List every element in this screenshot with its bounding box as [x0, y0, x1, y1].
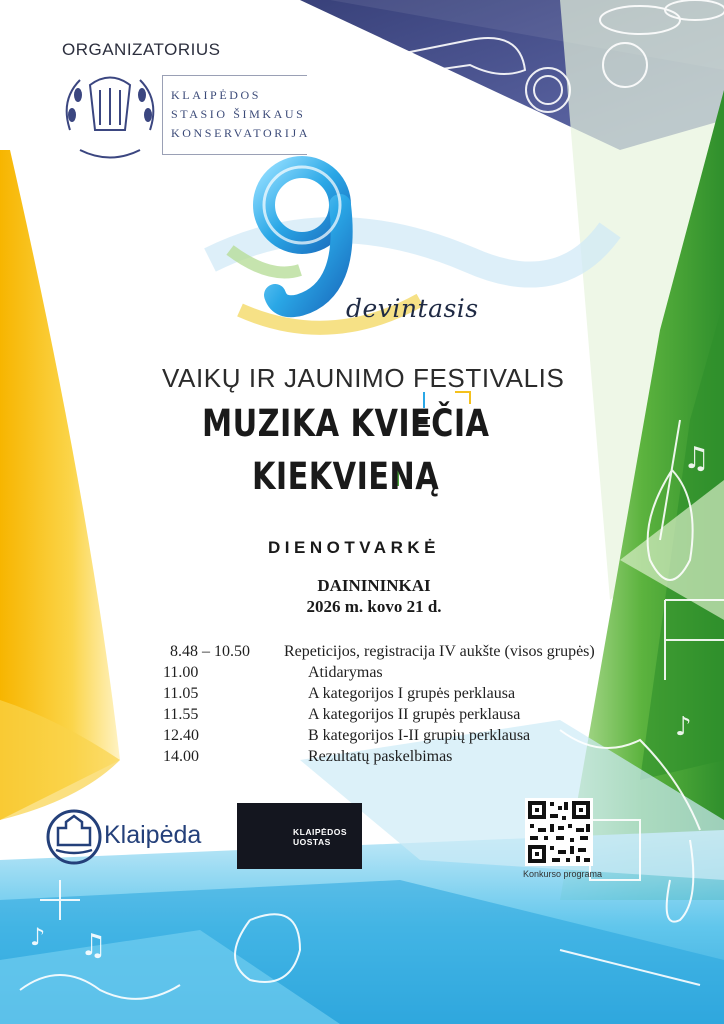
svg-text:♫: ♫	[683, 441, 710, 476]
organizer-divider-bottom	[162, 154, 307, 155]
agenda-time: 11.55	[163, 706, 199, 723]
organizer-label: ORGANIZATORIUS	[62, 40, 221, 59]
qr-label: Konkurso programa	[523, 869, 603, 879]
organizer-name-line3: KONSERVATORIJA	[171, 126, 311, 140]
svg-text:♪: ♪	[675, 712, 692, 742]
agenda-desc: Rezultatų paskelbimas	[308, 748, 453, 765]
svg-text:♪: ♪	[440, 128, 456, 156]
port-logo-line1: KLAIPĖDOS	[293, 827, 348, 837]
agenda-desc: A kategorijos II grupės perklausa	[308, 706, 521, 723]
port-logo-line2: UOSTAS	[293, 837, 331, 847]
nine-digit	[264, 167, 342, 306]
agenda-time: 11.05	[163, 685, 199, 702]
agenda-time: 8.48 – 10.50	[170, 643, 250, 660]
klaipeda-logo-text: Klaipėda	[104, 821, 202, 849]
agenda-desc: B kategorijos I-II grupių perklausa	[308, 727, 531, 744]
organizer-divider-top	[162, 75, 307, 76]
agenda-time: 11.00	[163, 664, 199, 681]
agenda-time: 14.00	[163, 748, 199, 765]
svg-text:♪: ♪	[30, 923, 46, 951]
organizer-name	[171, 86, 310, 143]
agenda-desc: Atidarymas	[308, 664, 383, 681]
organizer-name-line1: KLAIPĖDOS	[171, 88, 262, 102]
svg-text:♫: ♫	[80, 928, 107, 963]
agenda-desc: A kategorijos I grupės perklausa	[308, 685, 516, 702]
agenda-date: 2026 m. kovo 21 d.	[306, 597, 442, 616]
qr-code	[525, 798, 593, 866]
klaipeda-emblem	[48, 811, 100, 863]
festival-title-line2: KIEKVIENĄ	[252, 455, 440, 498]
agenda-category: DAINININKAI	[317, 576, 431, 595]
organizer-name-line2: STASIO ŠIMKAUS	[171, 107, 306, 121]
agenda-desc: Repeticijos, registracija IV aukšte (visos grupės)	[284, 643, 595, 660]
organizer-divider-vertical	[162, 75, 163, 155]
festival-subtitle: VAIKŲ IR JAUNIMO FESTIVALIS	[162, 363, 565, 393]
festival-ordinal: devintasis	[346, 294, 479, 323]
agenda-time: 12.40	[163, 727, 199, 744]
port-logo-text	[293, 827, 347, 847]
festival-title-line1: MUZIKA KVIEČIA	[202, 402, 490, 445]
agenda-heading: DIENOTVARKĖ	[268, 538, 440, 557]
